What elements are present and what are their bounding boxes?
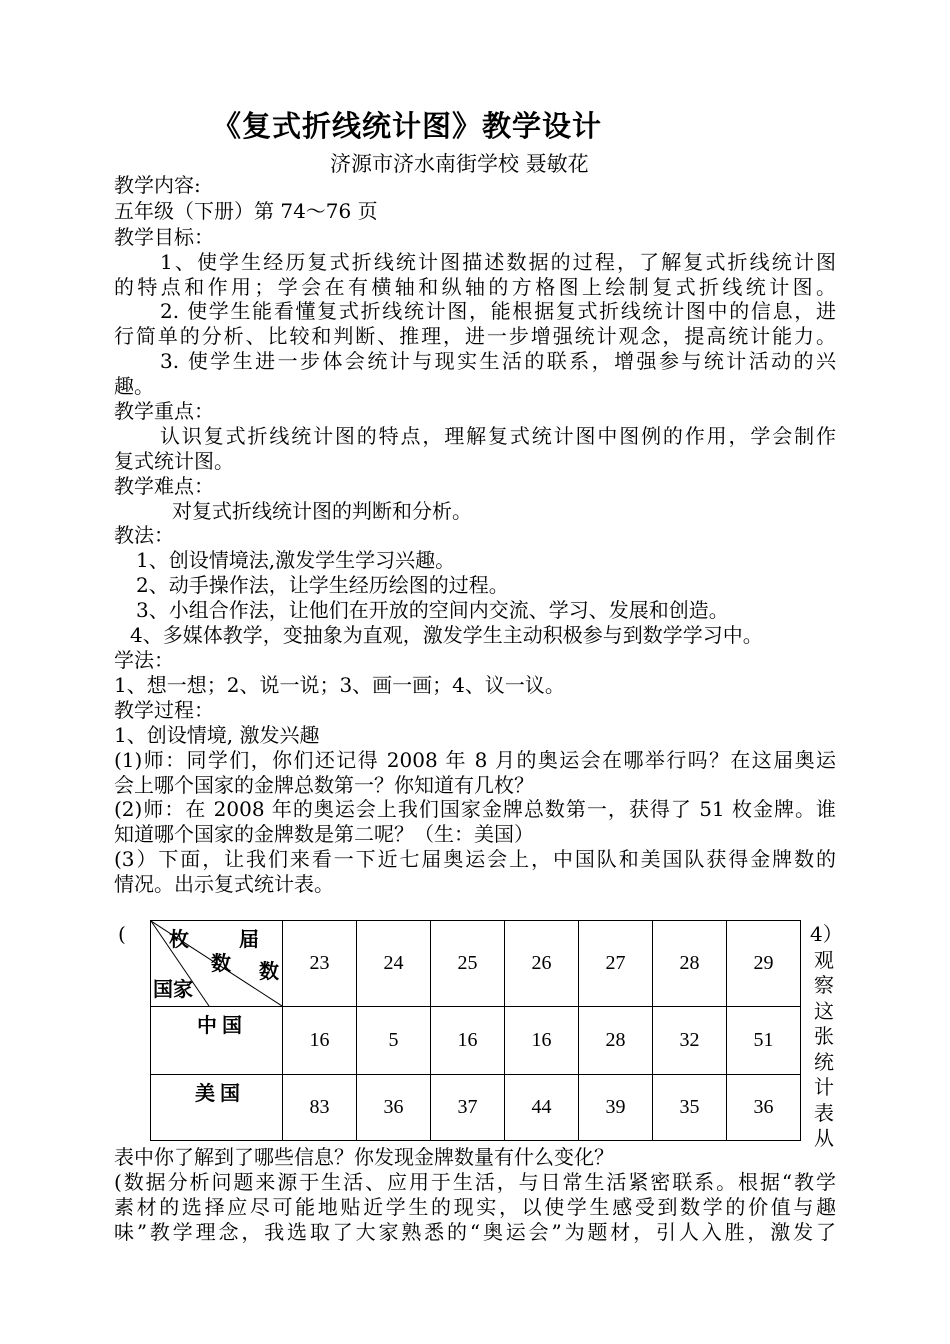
text-line: (1)师：同学们，你们还记得 2008 年 8 月的奥运会在哪举行吗？在这届奥运: [114, 748, 836, 772]
edition-cell: 29: [727, 921, 801, 1007]
text-line: 教学重点：: [114, 399, 214, 423]
header-label-shu: 数: [211, 953, 231, 975]
table-cell: 35: [653, 1075, 727, 1141]
row-label-text: 中 国: [197, 1015, 242, 1037]
text-line: 素材的选择应尽可能地贴近学生的现实，以使学生感受到数学的价值与趣: [114, 1195, 836, 1219]
text-line: 趣。: [114, 374, 154, 398]
text-line: 2. 使学生能看懂复式折线统计图，能根据复式折线统计图中的信息，进: [160, 299, 836, 323]
table-cell: 5: [357, 1007, 431, 1075]
table-cell: 28: [579, 1007, 653, 1075]
text-line: 1、想一想；2、说一说；3、画一画；4、议一议。: [114, 673, 565, 697]
edition-cell: 23: [283, 921, 357, 1007]
header-label-shu: 数: [259, 961, 279, 983]
table-cell: 16: [283, 1007, 357, 1075]
text-line: 五年级（下册）第 74～76 页: [114, 199, 378, 223]
edition-cell: 25: [431, 921, 505, 1007]
text-line: 教学难点：: [114, 474, 214, 498]
table-cell: 44: [505, 1075, 579, 1141]
table-cell: 16: [505, 1007, 579, 1075]
table-row-china: [151, 1007, 801, 1075]
vertical-char: 统: [814, 1049, 834, 1074]
vertical-char: 4）: [810, 922, 843, 946]
text-line: 味”教学理念，我选取了大家熟悉的“奥运会”为题材，引人入胜，激发了: [114, 1220, 836, 1244]
author-line: 济源市济水南街学校 聂敏花: [330, 152, 589, 176]
table-cell: 32: [653, 1007, 727, 1075]
table-cell: 83: [283, 1075, 357, 1141]
edition-cell: 24: [357, 921, 431, 1007]
table-cell: 37: [431, 1075, 505, 1141]
gold-medal-table: [150, 920, 801, 1141]
text-line: 知道哪个国家的金牌数是第二呢？（生：美国）: [114, 822, 534, 846]
text-line: 教学目标：: [114, 225, 214, 249]
row-label-usa: [151, 1075, 283, 1141]
text-line: 行简单的分析、比较和判断、推理，进一步增强统计观念，提高统计能力。: [114, 324, 836, 348]
table-row-usa: [151, 1075, 801, 1141]
document-title: 《复式折线统计图》教学设计: [212, 109, 603, 143]
paren-open: (: [118, 922, 126, 946]
text-line: 认识复式折线统计图的特点，理解复式统计图中图例的作用，学会制作: [160, 424, 836, 448]
vertical-char: 观: [814, 947, 834, 972]
vertical-char: 这: [814, 998, 834, 1023]
table-header-row: [151, 921, 801, 1007]
row-label-text: 美 国: [195, 1083, 240, 1105]
text-line: 复式统计图。: [114, 449, 234, 473]
text-line: 3. 使学生进一步体会统计与现实生活的联系，增强参与统计活动的兴: [160, 349, 836, 373]
text-line: 3、小组合作法，让他们在开放的空间内交流、学习、发展和创造。: [136, 598, 729, 622]
edition-cell: 27: [579, 921, 653, 1007]
table-cell: 51: [727, 1007, 801, 1075]
vertical-char: 察: [814, 973, 834, 997]
text-line: 教学过程：: [114, 698, 214, 722]
table-cell: 16: [431, 1007, 505, 1075]
text-line: (数据分析问题来源于生活、应用于生活，与日常生活紧密联系。根据“教学: [114, 1170, 836, 1194]
vertical-char: 表: [814, 1100, 834, 1125]
header-label-mei: 枚: [169, 929, 189, 951]
header-label-jie: 届: [239, 929, 259, 951]
text-line: 学法：: [114, 648, 174, 672]
vertical-char: 从: [814, 1126, 834, 1150]
text-line: 的特点和作用；学会在有横轴和纵轴的方格图上绘制复式折线统计图。: [114, 275, 836, 299]
text-line: 教学内容:: [114, 173, 201, 197]
text-line: 2、动手操作法，让学生经历绘图的过程。: [136, 573, 509, 597]
edition-cell: 26: [505, 921, 579, 1007]
text-line: 会上哪个国家的金牌总数第一？你知道有几枚？: [114, 773, 534, 797]
text-line: (3）下面，让我们来看一下近七届奥运会上，中国队和美国队获得金牌数的: [114, 847, 836, 871]
diagonal-header-cell: [151, 921, 283, 1007]
text-line: 教法：: [114, 523, 174, 547]
table-cell: 36: [357, 1075, 431, 1141]
vertical-char: 计: [814, 1075, 834, 1099]
wrapped-vertical-text: [810, 922, 843, 1152]
row-label-china: [151, 1007, 283, 1075]
text-line: 表中你了解到了哪些信息？你发现金牌数量有什么变化？: [114, 1145, 614, 1169]
text-line: 1、使学生经历复式折线统计图描述数据的过程，了解复式折线统计图: [160, 250, 836, 274]
text-line: 对复式折线统计图的判断和分析。: [172, 499, 472, 523]
text-line: 4、多媒体教学，变抽象为直观，激发学生主动积极参与到数学学习中。: [130, 623, 763, 647]
text-line: 1、创设情境法,激发学生学习兴趣。: [136, 548, 456, 572]
vertical-char: 张: [814, 1024, 834, 1048]
text-line: (2)师：在 2008 年的奥运会上我们国家金牌总数第一，获得了 51 枚金牌。谁: [114, 797, 836, 821]
table-cell: 36: [727, 1075, 801, 1141]
table-cell: 39: [579, 1075, 653, 1141]
header-label-country: 国家: [153, 979, 193, 1001]
edition-cell: 28: [653, 921, 727, 1007]
text-line: 情况。出示复式统计表。: [114, 872, 334, 896]
text-line: 1、创设情境, 激发兴趣: [114, 723, 320, 747]
